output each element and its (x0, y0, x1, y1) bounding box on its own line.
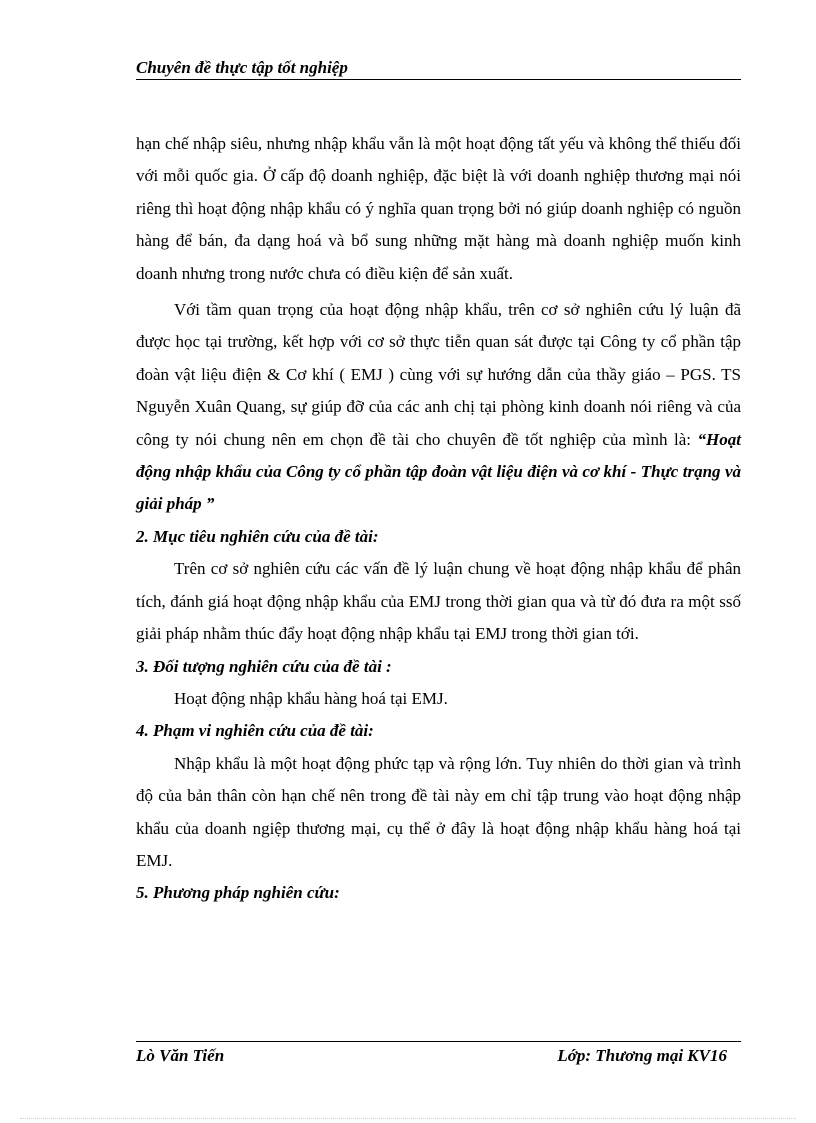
page-bottom-divider (20, 1118, 796, 1119)
thesis-title: “Hoạt động nhập khẩu của Công ty cổ phần tập đoàn vật liệu điện và cơ khí - Thực trạng và giải pháp ” (136, 429, 741, 514)
footer-class: Lớp: Thương mại KV16 (557, 1046, 727, 1065)
paragraph-1: hạn chế nhập siêu, nhưng nhập khẩu vẫn là một hoạt động tất yếu và không thể thiếu đối với mỗi quốc gia. Ở cấp độ doanh nghiệp, đặc biệt là với doanh nghiệp thương mại nói riêng thì hoạt động nhập khẩu có ý nghĩa quan trọng bởi nó giúp doanh nghiệp có nguồn hàng để bán, đa dạng hoá và bổ sung những mặt hàng mà doanh nghiệp muốn kinh doanh nhưng trong nước chưa có điều kiện để sản xuất. (136, 134, 741, 283)
section-heading-2: 2. Mục tiêu nghiên cứu của đề tài: (136, 526, 379, 546)
document-body (136, 128, 741, 910)
section-heading-4: 4. Phạm vi nghiên cứu của đề tài: (136, 721, 374, 741)
paragraph-2 (136, 294, 741, 521)
page-header (136, 58, 741, 80)
page-footer (136, 1041, 741, 1066)
footer-author: Lò Văn Tiến (136, 1046, 225, 1065)
section-heading-5: 5. Phương pháp nghiên cứu: (136, 883, 340, 903)
header-title: Chuyên đề thực tập tốt nghiệp (136, 58, 348, 77)
paragraph-2-text: Với tầm quan trọng của hoạt động nhập khẩu, trên cơ sở nghiên cứu lý luận đã được học tại trường, kết hợp với cơ sở thực tiễn quan sát được tại Công ty cổ phần tập đoàn vật liệu điện & Cơ khí ( EMJ ) cùng với sự hướng dẫn của thầy giáo – PGS. TS Nguyễn Xuân Quang, sự giúp đỡ của các anh chị tại phòng kinh doanh nói riêng và của công ty nói chung nên em chọn đề tài cho chuyên đề tốt nghiệp của mình là: (136, 300, 741, 449)
paragraph-4: Hoạt động nhập khẩu hàng hoá tại EMJ. (174, 688, 448, 708)
paragraph-5: Nhập khẩu là một hoạt động phức tạp và rộng lớn. Tuy nhiên do thời gian và trình độ của bản thân còn hạn chế nên trong đề tài này em chỉ tập trung vào hoạt động nhập khẩu của doanh ngiệp thương mại, cụ thể ở đây là hoạt động nhập khẩu hàng hoá tại EMJ. (136, 753, 741, 870)
section-heading-3: 3. Đối tượng nghiên cứu của đề tài : (136, 656, 392, 676)
paragraph-3: Trên cơ sở nghiên cứu các vấn đề lý luận chung về hoạt động nhập khẩu để phân tích, đánh giá hoạt động nhập khẩu của EMJ trong thời gian qua và từ đó đưa ra một ssố giải pháp nhằm thúc đẩy hoạt động nhập khẩu tại EMJ trong thời gian tới. (136, 559, 741, 644)
